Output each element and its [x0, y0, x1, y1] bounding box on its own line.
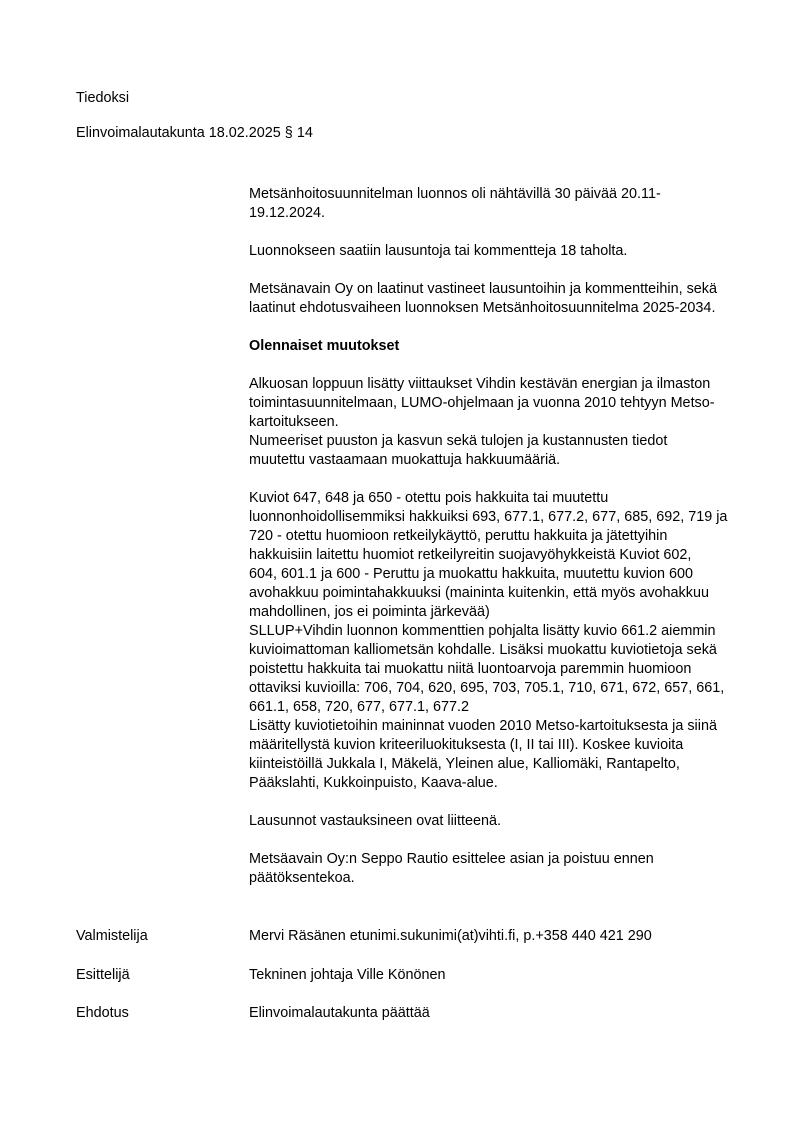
ehdotus-row [76, 1004, 756, 1023]
body-line: Numeeriset puuston ja kasvun sekä tulojen ja kustannusten tiedot [249, 433, 668, 449]
body-line: Pääkslahti, Kukkoinpuisto, Kaava-alue. [249, 775, 498, 791]
valmistelija-value: Mervi Räsänen etunimi.sukunimi(at)vihti.fi, p.+358 440 421 290 [249, 928, 652, 944]
valmistelija-label: Valmistelija [76, 928, 148, 944]
body-line: määritellystä kuvion kriteeriluokituksesta (I, II tai III). Koskee kuvioita [249, 737, 684, 753]
valmistelija-row [76, 927, 756, 946]
body-line: luonnonhoidollisemmiksi hakkuiksi 693, 677.1, 677.2, 677, 685, 692, 719 ja [249, 509, 728, 525]
body-line: ottaviksi kuvioilla: 706, 704, 620, 695, 703, 705.1, 710, 671, 672, 657, 661, [249, 680, 725, 696]
body-line: 720 - otettu huomioon retkeilykäyttö, peruttu hakkuita ja jätettyihin [249, 528, 668, 544]
body-line: mahdollinen, jos ei poiminta järkevää) [249, 604, 490, 620]
body-line: poistettu hakkuita tai muokattu niitä luontoarvoja paremmin huomioon [249, 661, 692, 677]
body-line: Kuviot 647, 648 ja 650 - otettu pois hakkuita tai muutettu [249, 490, 609, 506]
body-line: hakkuisiin laitettu huomiot retkeilyreitin suojavyöhykkeistä Kuviot 602, [249, 547, 692, 563]
body-line: päätöksentekoa. [249, 870, 355, 886]
section-heading: Olennaiset muutokset [249, 338, 400, 354]
body-line: Metsänavain Oy on laatinut vastineet lausuntoihin ja kommentteihin, sekä [249, 281, 717, 297]
body-line: muutettu vastaamaan muokattuja hakkuumääriä. [249, 452, 561, 468]
body-line: laatinut ehdotusvaiheen luonnoksen Metsänhoitosuunnitelma 2025-2034. [249, 300, 716, 316]
body-line: Luonnokseen saatiin lausuntoja tai kommentteja 18 taholta. [249, 243, 628, 259]
body-line: kuvioimattoman kalliometsän kohdalle. Lisäksi muokattu kuviotietoja sekä [249, 642, 717, 658]
body-line: Lausunnot vastauksineen ovat liitteenä. [249, 813, 502, 829]
body-line: SLLUP+Vihdin luonnon kommenttien pohjalta lisätty kuvio 661.2 aiemmin [249, 623, 716, 639]
body-line: Metsäavain Oy:n Seppo Rautio esittelee asian ja poistuu ennen [249, 851, 654, 867]
body-line: 19.12.2024. [249, 205, 326, 221]
body-line: avohakkuu poimintahakkuuksi (maininta kuitenkin, että myös avohakkuu [249, 585, 709, 601]
tiedoksi-label: Tiedoksi [76, 90, 130, 106]
ehdotus-label: Ehdotus [76, 1005, 129, 1021]
committee-meeting-line: Elinvoimalautakunta 18.02.2025 § 14 [76, 125, 313, 141]
body-line: 604, 601.1 ja 600 - Peruttu ja muokattu hakkuita, muutettu kuvion 600 [249, 566, 693, 582]
body-line: 661.1, 658, 720, 677, 677.1, 677.2 [249, 699, 470, 715]
body-line: Alkuosan loppuun lisätty viittaukset Vihdin kestävän energian ja ilmaston [249, 376, 711, 392]
body-line: kiinteistöillä Jukkala I, Mäkelä, Yleinen alue, Kalliomäki, Rantapelto, [249, 756, 680, 772]
body-line: toimintasuunnitelmaan, LUMO-ohjelmaan ja vuonna 2010 tehtyyn Metso- [249, 395, 715, 411]
body-line: kartoitukseen. [249, 414, 339, 430]
body-text [249, 185, 749, 888]
esittelija-label: Esittelijä [76, 967, 130, 983]
esittelija-row [76, 966, 756, 985]
esittelija-value: Tekninen johtaja Ville Könönen [249, 967, 446, 983]
body-line: Metsänhoitosuunnitelman luonnos oli nähtävillä 30 päivää 20.11- [249, 186, 661, 202]
body-line: Lisätty kuviotietoihin maininnat vuoden 2010 Metso-kartoituksesta ja siinä [249, 718, 717, 734]
ehdotus-value: Elinvoimalautakunta päättää [249, 1005, 430, 1021]
